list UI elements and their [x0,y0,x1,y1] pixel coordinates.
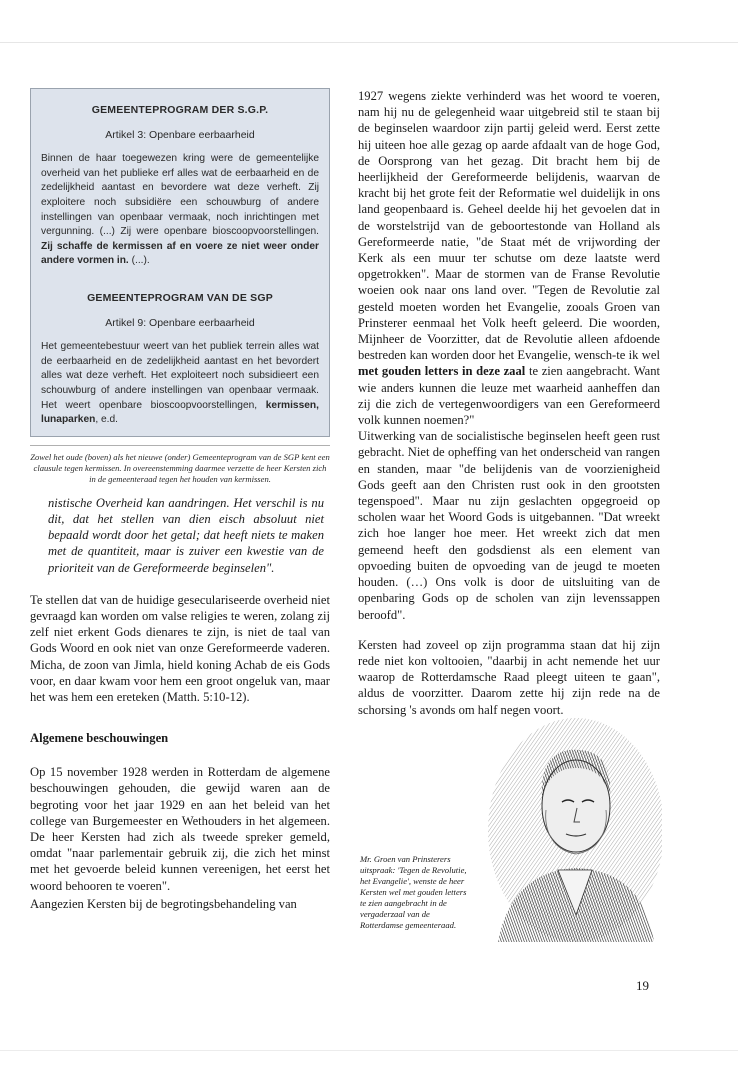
top-rule [0,42,738,43]
left-paragraph-2: Op 15 november 1928 werden in Rotterdam de algemene beschouwingen gehouden, die gewijd waren aan de begroting voor het jaar 1929 en aan het beleid van het college van Burgemeester en Wethouders in het algemeen. De heer Kersten had zich als tweede spreker gemeld, omdat "naar parlementair gebruik zij, die zich het minst met het gevoerde beleid kunnen vereenigen, het eerst het woord behooren te voeren". [30,765,330,893]
box-article-2: Artikel 9: Openbare eerbaarheid [105,316,255,329]
left-column [30,88,330,926]
portrait-caption: Mr. Groen van Prinsterers uitspraak: 'Tegen de Revolutie, het Evangelie', wenste de heer Kersten wel met gouden letters te zien aangebracht in de vergaderzaal van de Rotterdamse gemeenteraad. [360,854,467,930]
right-paragraph-2: Uitwerking van de socialistische beginselen heeft geen rust gebracht. Niet de opheffing van het onderscheid van rangen en standen, maar "de belijdenis van de voorzienigheid Gods geeft aan den Christen rust ook in den grootsten tegenspoed". Maar nu zijn geslachten opgegroeid op scholen waar het Woord Gods is uitgebannen. "Dat wreekt zich hoe langer hoe meer. Het wreekt zich dat men gemeend heeft den godsdienst als een element van opvoeding buiten de opvoeding van de jeugd te moeten houden. (…) Ons volk is door de uitsluiting van de openbaring Gods op de scholen van zijn levenssappen beroofd". [358,429,660,622]
right-column [358,88,660,732]
box-article-1: Artikel 3: Openbare eerbaarheid [105,128,255,141]
bottom-rule [0,1050,738,1051]
box-caption: Zowel het oude (boven) als het nieuwe (onder) Gemeenteprogram van de SGP kent een clausule tegen kermissen. In overeenstemming daarmee verzette de heer Kersten zich in de gemeenteraad tegen het houden van kermissen. [30,445,330,485]
box-paragraph-1: Binnen de haar toegewezen kring were de gemeentelijke overheid van het publieke erf alles wat de eerbaarheid en de zedelijkheid aantast en bevordere wat deze verheft. Zij exploitere noch subsidiëre een schouwburg of andere instellingen van openbaar vermaak, noch inrichtingen met vergunning. (...) Zij were openbare bioscoopvoorstellingen. Zij schaffe de kermissen af en voere ze niet weer onder andere vormen in. (...). [41,153,319,267]
block-quote: nistische Overheid kan aandringen. Het verschil is nu dit, dat het stellen van dien eisch absoluut niet bepaald wordt door het getal; dat heeft niets te maken met de quantiteit, maar is zuiver een kwestie van de prioriteit van de Gereformeerde beginselen". [48,495,324,575]
box-heading-2: GEMEENTEPROGRAM VAN DE SGP [87,291,273,304]
box-paragraph-2: Het gemeentebestuur weert van het publiek terrein alles wat de eerbaarheid en de zedelijkheid aantast en het bevordert alles wat deze verheft. Het exploiteert noch subsidieert een schouwburg of andere instellingen van openbaar vermaak. Het weert openbare bioscoopvoorstellingen, kermissen, lunaparken, e.d. [41,341,319,426]
left-paragraph-1: Te stellen dat van de huidige geseculariseerde overheid niet gevraagd kan worden om valse religies te weren, zolang zij zelf niet erkent Gods dienares te zijn, is niet de taal van Gods Woord en ook niet van onze Gereformeerde vaderen. Micha, de zoon van Jimla, hield koning Achab de eis Gods voor, en daar kwam voor hem een groot ongeluk van, maar het was hem een ereteken (Matth. 5:10-12). [30,592,330,704]
box-heading-1: GEMEENTEPROGRAM DER S.G.P. [91,104,269,116]
right-paragraph-3: Kersten had zoveel op zijn programma staan dat hij zijn rede niet kon voltooien, "daarbij in acht nemende het uur waarop de Rotterdamsche Raad pleegt uiteen te gaan", aldus de voorzitter. Daarom zette hij zijn rede na de schorsing 's avonds om half negen voort. [358,637,660,717]
program-box [30,88,330,437]
portrait-engraving [478,710,662,942]
left-paragraph-3: Aangezien Kersten bij de begrotingsbehandeling van [30,896,297,911]
section-heading: Algemene beschouwingen [30,731,169,746]
portrait-figure [360,710,662,970]
page-number: 19 [636,978,649,993]
right-paragraph-1: 1927 wegens ziekte verhinderd was het woord te voeren, nam hij nu de gelegenheid waar uitgebreid stil te staan bij de beginselen waardoor zijn partij geleid werd. Eerst zette hij uiteen hoe alle gezag op aarde afdaalt van de hoge God, de Oorsprong van het gezag. Dit bracht hem bij de heerlijkheid der Gereformeerde belijdenis, waarvan de kracht bij het grote feit der Reformatie wel duidelijk in ons land geopenbaard is. Geheel deelde hij het gevoelen dat in de worstelstrijd van de geboortestonde van Holland als Gereformeerde natie, "de Staat mét de vrijwording der Kerk als een muur ter schutse om deze laatste werd opgetrokken". Maar de stormen van de Franse Revolutie woeien ook naar ons land over. "Tegen de Revolutie zal gesteld moeten worden het Evangelie, zooals Groen van Prinsterer eenmaal het Volk heeft geleerd. Die woorden, Mijnheer de Voorzitter, dat de Revolutie alleen afdoende bestreden kan worden door het Evangelie, wensch-te ik wel met gouden letters in deze zaal te zien aangebracht. Want wie anders kunnen die leuze met waarheid aanheffen dan zij die zich de vertegenwoordigers van een Gereformeerd volk kunnen noemen?" [358,89,660,428]
